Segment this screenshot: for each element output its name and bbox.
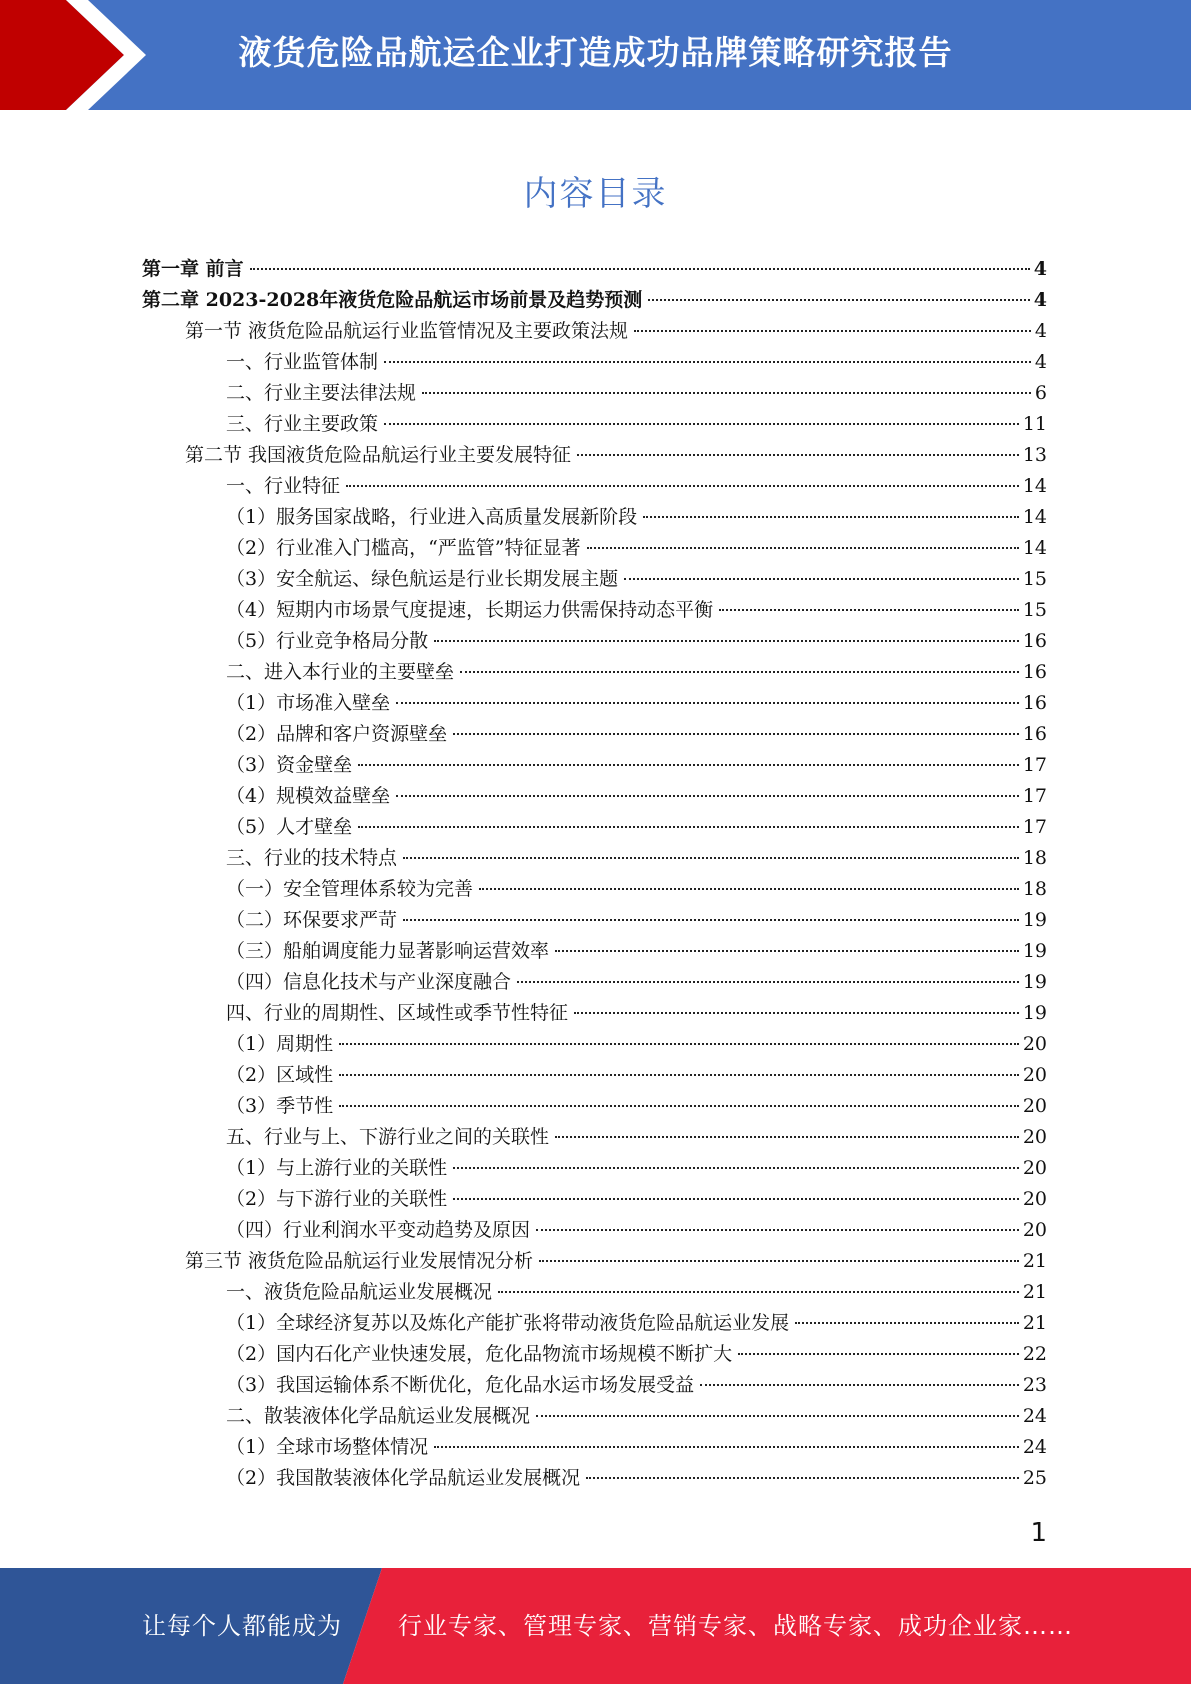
toc-entry-title: （4）短期内市场景气度提速，长期运力供需保持动态平衡 (226, 599, 714, 621)
toc-entry[interactable] (226, 533, 1047, 564)
header-banner (0, 0, 1191, 110)
toc-entry[interactable] (226, 1091, 1047, 1122)
toc-entry[interactable] (226, 719, 1047, 750)
toc-dot-leader (498, 1291, 1019, 1293)
toc-entry-title: （2）行业准入门槛高，“严监管”特征显著 (226, 537, 581, 559)
toc-entry[interactable] (226, 347, 1047, 378)
toc-entry[interactable] (226, 471, 1047, 502)
toc-dot-leader (346, 485, 1019, 487)
toc-entry[interactable] (226, 1308, 1047, 1339)
toc-dot-leader (460, 671, 1019, 673)
toc-entry-title: （3）资金壁垒 (226, 754, 353, 776)
toc-entry-page: 13 (1022, 444, 1047, 466)
toc-dot-leader (738, 1353, 1019, 1355)
toc-dot-leader (396, 702, 1019, 704)
toc-entry-title: 一、液货危险品航运业发展概况 (226, 1281, 493, 1303)
toc-entry[interactable] (185, 440, 1047, 471)
toc-entry-page: 24 (1022, 1405, 1047, 1427)
toc-entry-page: 19 (1022, 909, 1047, 931)
toc-heading: 内容目录 (523, 174, 668, 214)
toc-entry-title: 第二节 我国液货危险品航运行业主要发展特征 (185, 444, 572, 466)
toc-dot-leader (250, 268, 1030, 270)
toc-dot-leader (577, 454, 1019, 456)
toc-entry-title: 一、行业特征 (226, 475, 341, 497)
toc-entry-title: （2）我国散装液体化学品航运业发展概况 (226, 1467, 581, 1489)
toc-entry-title: （四）信息化技术与产业深度融合 (226, 971, 512, 993)
toc-entry-title: （二）环保要求严苛 (226, 909, 398, 931)
toc-entry[interactable] (226, 1432, 1047, 1463)
toc-entry-page: 16 (1022, 723, 1047, 745)
toc-entry[interactable] (226, 843, 1047, 874)
toc-entry[interactable] (226, 564, 1047, 595)
toc-entry-title: （5）行业竞争格局分散 (226, 630, 429, 652)
toc-dot-leader (643, 516, 1019, 518)
toc-entry[interactable] (226, 502, 1047, 533)
toc-dot-leader (339, 1105, 1019, 1107)
toc-entry[interactable] (226, 1029, 1047, 1060)
toc-entry-title: 三、行业的技术特点 (226, 847, 398, 869)
toc-entry[interactable] (226, 905, 1047, 936)
toc-entry-title: （5）人才壁垒 (226, 816, 353, 838)
toc-entry-title: 四、行业的周期性、区域性或季节性特征 (226, 1002, 569, 1024)
toc-entry-page: 4 (1033, 258, 1047, 280)
toc-entry[interactable] (226, 1277, 1047, 1308)
toc-dot-leader (719, 609, 1019, 611)
toc-entry[interactable] (226, 1370, 1047, 1401)
report-title: 液货危险品航运企业打造成功品牌策略研究报告 (238, 33, 953, 72)
toc-entry-page: 14 (1022, 537, 1047, 559)
toc-entry-title: （1）全球市场整体情况 (226, 1436, 429, 1458)
toc-dot-leader (453, 1167, 1019, 1169)
toc-dot-leader (795, 1322, 1019, 1324)
toc-entry[interactable] (226, 1401, 1047, 1432)
toc-entry-page: 25 (1022, 1467, 1047, 1489)
footer-slogan-right: 行业专家、管理专家、营销专家、战略专家、成功企业家…… (398, 1612, 1073, 1640)
toc-entry-page: 4 (1034, 351, 1047, 373)
toc-entry-title: （1）全球经济复苏以及炼化产能扩张将带动液货危险品航运业发展 (226, 1312, 790, 1334)
toc-entry[interactable] (226, 936, 1047, 967)
toc-entry-title: （3）我国运输体系不断优化，危化品水运市场发展受益 (226, 1374, 695, 1396)
toc-dot-leader (539, 1260, 1019, 1262)
page-number: 1 (1030, 1518, 1047, 1548)
toc-dot-leader (396, 795, 1019, 797)
toc-entry-title: 三、行业主要政策 (226, 413, 379, 435)
toc-dot-leader (339, 1043, 1019, 1045)
toc-entry-title: （1）周期性 (226, 1033, 334, 1055)
toc-entry-title: 第二章 2023-2028年液货危险品航运市场前景及趋势预测 (142, 289, 643, 311)
toc-entry-title: （2）国内石化产业快速发展，危化品物流市场规模不断扩大 (226, 1343, 733, 1365)
toc-entry-title: 第一章 前言 (142, 258, 244, 280)
toc-entry-page: 4 (1033, 289, 1047, 311)
toc-dot-leader (479, 888, 1019, 890)
toc-dot-leader (453, 733, 1019, 735)
toc-entry[interactable] (226, 1184, 1047, 1215)
toc-entry[interactable] (142, 254, 1047, 285)
toc-dot-leader (358, 764, 1019, 766)
toc-entry[interactable] (226, 812, 1047, 843)
toc-entry-page: 18 (1022, 847, 1047, 869)
footer-banner (0, 1568, 1191, 1684)
toc-entry-title: 二、行业主要法律法规 (226, 382, 417, 404)
toc-entry[interactable] (226, 1215, 1047, 1246)
toc-entry-page: 18 (1022, 878, 1047, 900)
toc-entry-page: 14 (1022, 475, 1047, 497)
toc-entry-title: （2）品牌和客户资源壁垒 (226, 723, 448, 745)
toc-dot-leader (403, 919, 1019, 921)
toc-dot-leader (587, 547, 1019, 549)
toc-entry-title: （1）服务国家战略，行业进入高质量发展新阶段 (226, 506, 638, 528)
toc-entry-page: 16 (1022, 692, 1047, 714)
toc-entry-title: 二、散装液体化学品航运业发展概况 (226, 1405, 531, 1427)
toc-entry[interactable] (185, 316, 1047, 347)
toc-entry-title: 第一节 液货危险品航运行业监管情况及主要政策法规 (185, 320, 629, 342)
toc-entry-page: 19 (1022, 940, 1047, 962)
toc-entry-page: 23 (1022, 1374, 1047, 1396)
toc-entry-title: 一、行业监管体制 (226, 351, 379, 373)
toc-entry-page: 17 (1022, 785, 1047, 807)
toc-dot-leader (536, 1415, 1019, 1417)
toc-entry-page: 21 (1022, 1281, 1047, 1303)
toc-entry-page: 24 (1022, 1436, 1047, 1458)
toc-entry-page: 16 (1022, 661, 1047, 683)
toc-entry-page: 20 (1022, 1095, 1047, 1117)
toc-entry[interactable] (226, 1122, 1047, 1153)
toc-entry-page: 19 (1022, 1002, 1047, 1024)
toc-entry[interactable] (226, 595, 1047, 626)
toc-entry-title: （4）规模效益壁垒 (226, 785, 391, 807)
toc-entry-title: 第三节 液货危险品航运行业发展情况分析 (185, 1250, 534, 1272)
toc-entry[interactable] (226, 1339, 1047, 1370)
toc-dot-leader (634, 330, 1031, 332)
toc-entry-page: 20 (1022, 1033, 1047, 1055)
toc-entry-page: 11 (1022, 413, 1047, 435)
toc-entry[interactable] (226, 626, 1047, 657)
toc-entry[interactable] (226, 1060, 1047, 1091)
toc-dot-leader (517, 981, 1019, 983)
toc-dot-leader (700, 1384, 1019, 1386)
toc-entry-page: 4 (1034, 320, 1047, 342)
toc-entry-page: 6 (1034, 382, 1047, 404)
toc-entry[interactable] (226, 874, 1047, 905)
toc-entry-page: 21 (1022, 1312, 1047, 1334)
toc-entry-page: 20 (1022, 1219, 1047, 1241)
toc-entry-page: 20 (1022, 1157, 1047, 1179)
toc-entry-title: （3）安全航运、绿色航运是行业长期发展主题 (226, 568, 619, 590)
toc-entry-page: 16 (1022, 630, 1047, 652)
toc-dot-leader (453, 1198, 1019, 1200)
toc-entry-title: （四）行业利润水平变动趋势及原因 (226, 1219, 531, 1241)
toc-entry-title: 五、行业与上、下游行业之间的关联性 (226, 1126, 550, 1148)
toc-entry-page: 14 (1022, 506, 1047, 528)
toc-entry-title: 二、进入本行业的主要壁垒 (226, 661, 455, 683)
toc-entry[interactable] (226, 750, 1047, 781)
toc-entry-page: 15 (1022, 568, 1047, 590)
toc-entry[interactable] (142, 285, 1047, 316)
toc-entry[interactable] (226, 409, 1047, 440)
toc-entry-title: （3）季节性 (226, 1095, 334, 1117)
toc-entry-page: 19 (1022, 971, 1047, 993)
toc-entry-page: 20 (1022, 1188, 1047, 1210)
toc-dot-leader (555, 1136, 1019, 1138)
toc-entry[interactable] (185, 1246, 1047, 1277)
toc-dot-leader (434, 640, 1019, 642)
toc-entry-page: 15 (1022, 599, 1047, 621)
toc-entry-page: 20 (1022, 1126, 1047, 1148)
toc-entry[interactable] (226, 1153, 1047, 1184)
toc-entry-page: 20 (1022, 1064, 1047, 1086)
toc-entry-page: 17 (1022, 816, 1047, 838)
toc-dot-leader (358, 826, 1019, 828)
toc-dot-leader (434, 1446, 1019, 1448)
toc-dot-leader (624, 578, 1019, 580)
toc-entry-title: （2）与下游行业的关联性 (226, 1188, 448, 1210)
toc-entry-title: （1）市场准入壁垒 (226, 692, 391, 714)
toc-dot-leader (384, 423, 1019, 425)
toc-entry[interactable] (226, 967, 1047, 998)
toc-dot-leader (586, 1477, 1019, 1479)
toc-entry-page: 22 (1022, 1343, 1047, 1365)
toc-entry-page: 17 (1022, 754, 1047, 776)
toc-dot-leader (574, 1012, 1019, 1014)
toc-entry-title: （三）船舶调度能力显著影响运营效率 (226, 940, 550, 962)
toc-dot-leader (648, 299, 1030, 301)
toc-dot-leader (536, 1229, 1019, 1231)
footer-slogan-left: 让每个人都能成为 (142, 1612, 342, 1640)
toc-entry[interactable] (226, 781, 1047, 812)
toc-entry[interactable] (226, 998, 1047, 1029)
toc-entry-page: 21 (1022, 1250, 1047, 1272)
toc-entry-title: （一）安全管理体系较为完善 (226, 878, 474, 900)
toc-entry-title: （2）区域性 (226, 1064, 334, 1086)
toc-dot-leader (384, 361, 1031, 363)
toc-dot-leader (422, 392, 1031, 394)
toc-entry[interactable] (226, 688, 1047, 719)
toc-dot-leader (555, 950, 1019, 952)
toc-dot-leader (339, 1074, 1019, 1076)
toc-entry[interactable] (226, 1463, 1047, 1494)
toc-entry[interactable] (226, 378, 1047, 409)
toc-dot-leader (403, 857, 1019, 859)
toc-entry-title: （1）与上游行业的关联性 (226, 1157, 448, 1179)
toc-entry[interactable] (226, 657, 1047, 688)
